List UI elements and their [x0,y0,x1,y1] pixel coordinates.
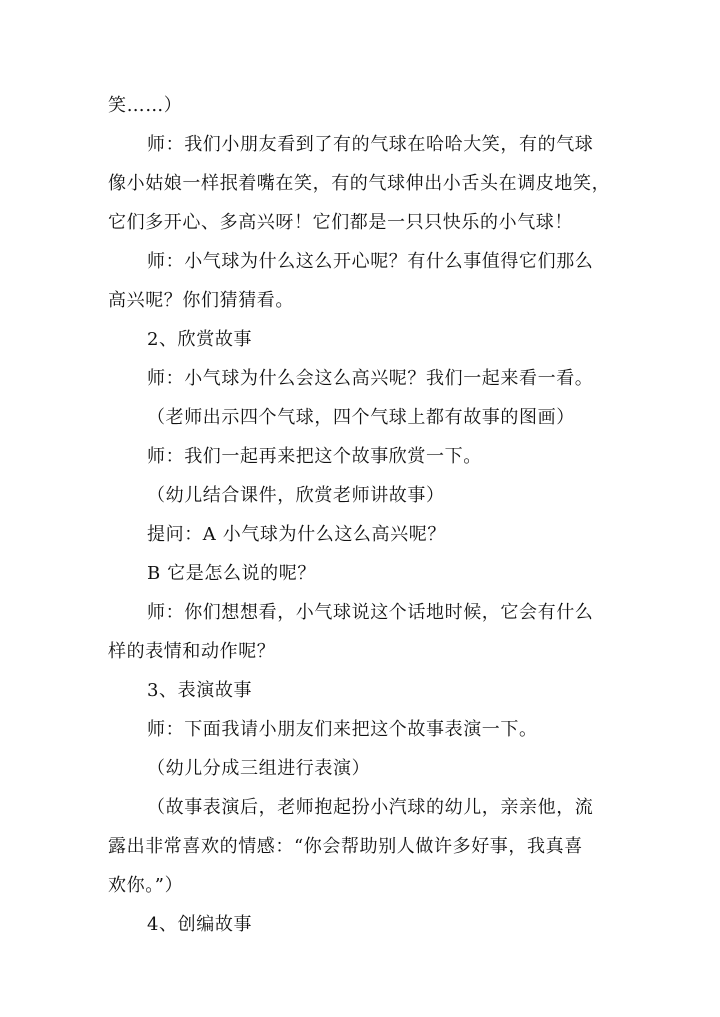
text-line: 笑……） [108,95,183,116]
text-line: 师：我们小朋友看到了有的气球在哈哈大笑，有的气球 [147,134,594,155]
text-line: 高兴呢？你们猜猜看。 [108,290,294,311]
text-line: 露出非常喜欢的情感：“你会帮助别人做许多好事，我真喜 [108,836,583,857]
text-line: 欢你。”） [108,875,184,896]
text-line: 师：下面我请小朋友们来把这个故事表演一下。 [147,719,538,740]
text-line: （老师出示四个气球，四个气球上都有故事的图画） [147,407,575,428]
text-line: （幼儿分成三组进行表演） [147,758,371,779]
section-heading: 3、表演故事 [147,680,253,701]
text-line: 师：你们想想看，小气球说这个话地时候，它会有什么 [147,602,594,623]
text-line: B 它是怎么说的呢？ [147,563,316,584]
text-line: 它们多开心、多高兴呀！它们都是一只只快乐的小气球！ [108,212,573,233]
text-line: 师：小气球为什么这么开心呢？有什么事值得它们那么 [147,251,594,272]
text-line: 样的表情和动作呢？ [108,641,276,662]
text-line: 师：小气球为什么会这么高兴呢？我们一起来看一看。 [147,368,594,389]
text-line: 像小姑娘一样抿着嘴在笑，有的气球伸出小舌头在调皮地笑， [108,173,611,194]
section-heading: 4、创编故事 [147,914,253,935]
text-line: （幼儿结合课件，欣赏老师讲故事） [147,485,445,506]
text-line: （故事表演后，老师抱起扮小汽球的幼儿，亲亲他，流 [147,797,594,818]
text-line: 师：我们一起再来把这个故事欣赏一下。 [147,446,482,467]
text-line: 提问：A 小气球为什么这么高兴呢？ [147,524,446,545]
section-heading: 2、欣赏故事 [147,329,253,350]
